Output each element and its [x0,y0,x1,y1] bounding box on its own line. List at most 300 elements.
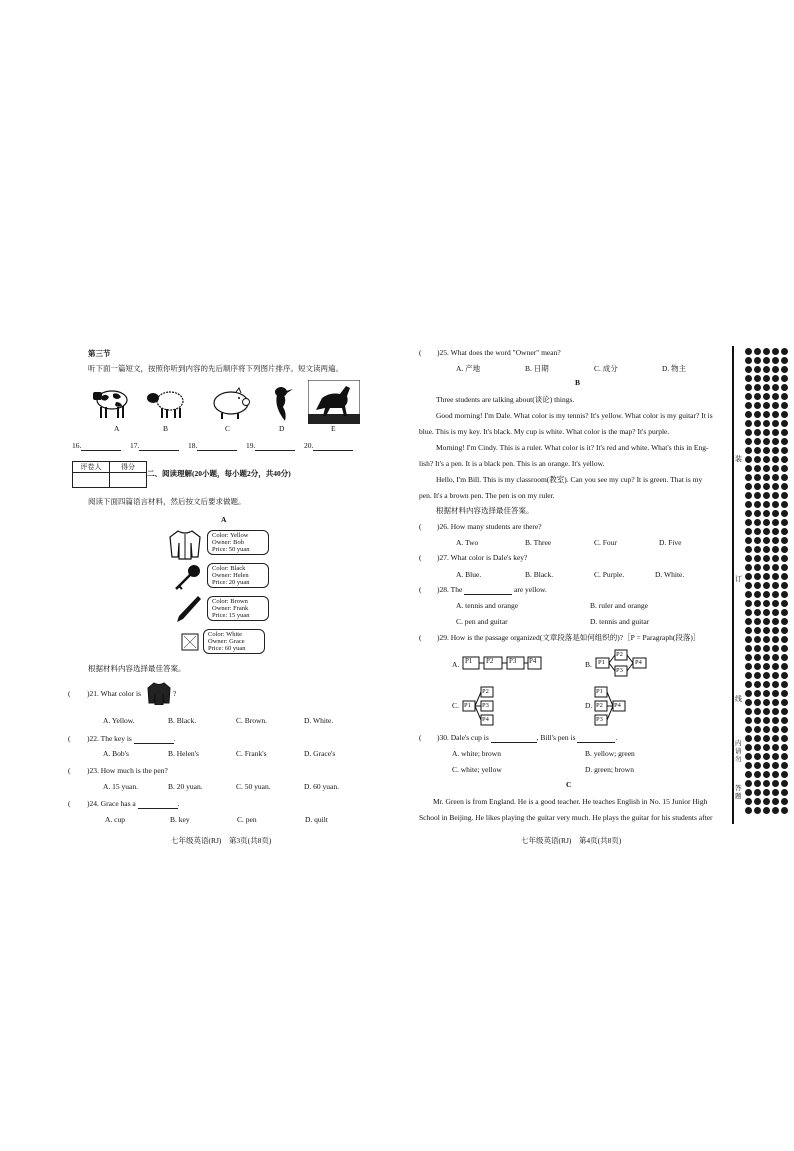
q26-option-a[interactable]: A. Two [456,538,479,547]
q21-text: )21. What color is [87,689,142,698]
q29-paren[interactable]: ( [419,633,422,642]
binding-dot [754,573,761,580]
q23-option-d[interactable]: D. 60 yuan. [304,782,339,791]
binding-dot [763,492,770,499]
diagram-c-p2: P2 [482,688,489,695]
binding-dot [781,375,788,382]
choose-instruction-right: 根据材料内容选择最佳答案。 [436,506,534,515]
binding-dot [781,582,788,589]
binding-dot [781,618,788,625]
picture-label-c: C [225,424,231,433]
binding-dot [772,762,779,769]
binding-dot [754,546,761,553]
binding-dot [745,672,752,679]
binding-dot [754,708,761,715]
q27-paren[interactable]: ( [419,553,422,562]
binding-dot [772,384,779,391]
binding-dot [745,744,752,751]
binding-dot [781,591,788,598]
binding-dot [754,492,761,499]
q29-option-b[interactable]: B. [585,660,592,669]
binding-dot [763,420,770,427]
footer-left: 七年级英语(RJ) 第3页(共8页) [171,836,272,845]
binding-dot [781,807,788,814]
footer-right: 七年级英语(RJ) 第4页(共8页) [521,836,622,845]
q24-option-d[interactable]: D. quilt [305,815,328,824]
binding-dot [781,465,788,472]
quilt-icon [180,630,202,654]
binding-dot [745,645,752,652]
passage-b-label: B [575,378,581,387]
picture-label-a: A [114,424,120,433]
binding-dot [781,492,788,499]
binding-dot [781,429,788,436]
diagram-c-p1: P1 [464,702,471,709]
q25-option-b[interactable]: B. 日期 [525,364,549,373]
binding-dot [745,348,752,355]
binding-dot [763,789,770,796]
binding-dot [781,528,788,535]
side-label: 内请勿 [735,740,742,763]
binding-dot [763,375,770,382]
binding-dot [745,492,752,499]
binding-dot [754,582,761,589]
q27-text: )27. What color is Dale's key? [437,553,528,562]
binding-dot [763,591,770,598]
binding-dot [754,780,761,787]
binding-dot [745,384,752,391]
q21-option-a[interactable]: A. Yellow. [103,716,135,725]
binding-dot [781,699,788,706]
q25-option-c[interactable]: C. 成分 [594,364,618,373]
tag-jacket: Color: Yellow Owner: Bob Price: 50 yuan [207,530,269,555]
binding-dot [781,645,788,652]
binding-dot [781,573,788,580]
binding-dot [781,762,788,769]
q24-option-a[interactable]: A. cup [105,815,125,824]
binding-dot [745,429,752,436]
binding-dot [772,645,779,652]
binding-dot [754,465,761,472]
tag-cup: Color: White Owner: Grace Price: 60 yuan [203,629,265,654]
diagram-a-p2: P2 [486,657,494,665]
binding-dot [763,654,770,661]
binding-dot [745,753,752,760]
binding-dot [763,753,770,760]
binding-dot [772,501,779,508]
key-icon [172,564,202,592]
passage-b-line: blue. This is my key. It's black. My cup is white. What color is the map? It's purple. [419,427,670,436]
binding-dot [772,375,779,382]
q24-option-b[interactable]: B. key [170,815,190,824]
binding-dot [745,663,752,670]
binding-dot [754,357,761,364]
q26-option-b[interactable]: B. Three [525,538,552,547]
binding-dot [772,636,779,643]
q28-paren[interactable]: ( [419,585,422,594]
binding-dot [781,447,788,454]
binding-dot [772,519,779,526]
binding-dot [772,429,779,436]
binding-dot [745,393,752,400]
passage-b-line: Hello, I'm Bill. This is my classroom(教室). Can you see my cup? It is green. That is my [436,475,703,484]
answer-17[interactable]: 17. [130,441,179,451]
q21-option-b[interactable]: B. Black. [168,716,197,725]
binding-dot [754,348,761,355]
q28-option-d[interactable]: D. tennis and guitar [590,617,650,626]
binding-dot [772,663,779,670]
binding-dot [772,456,779,463]
binding-dot [763,582,770,589]
passage-a-label: A [221,515,227,524]
q22-option-d[interactable]: D. Grace's [304,749,336,758]
q27-option-d[interactable]: D. White. [655,570,685,579]
binding-dot [754,699,761,706]
answer-18[interactable]: 18. [188,441,237,451]
q30-option-d[interactable]: D. green; brown [585,765,634,774]
q25-paren[interactable]: ( [419,348,422,357]
binding-dot [763,384,770,391]
binding-dot [745,411,752,418]
binding-dot [763,393,770,400]
binding-dot [772,735,779,742]
binding-dot [745,366,752,373]
binding-dot [763,519,770,526]
binding-dot [772,555,779,562]
q30-option-b[interactable]: B. yellow; green [585,749,635,758]
binding-dot [754,519,761,526]
listening-instruction: 听下面一篇短文，按照你听到内容的先后顺序将下列图片排序。短文读两遍。 [88,364,343,373]
q25-text: )25. What does the word "Owner" mean? [437,348,561,357]
binding-dot [754,420,761,427]
sheep-picture [145,386,191,422]
binding-dot [772,681,779,688]
binding-dot [772,528,779,535]
binding-dot [763,474,770,481]
binding-dot [754,393,761,400]
binding-dot [772,510,779,517]
binding-dot [754,429,761,436]
binding-dot [745,771,752,778]
binding-dot [781,663,788,670]
q21-paren[interactable]: ( [68,689,71,698]
binding-dot [781,474,788,481]
binding-dot [781,546,788,553]
q24-option-c[interactable]: C. pen [237,815,257,824]
cow-picture [88,384,134,424]
binding-dot [763,546,770,553]
binding-dot [745,636,752,643]
binding-dot [772,465,779,472]
picture-label-d: D [279,424,285,433]
q28-option-b[interactable]: B. ruler and orange [590,601,648,610]
binding-dot [745,627,752,634]
binding-dot [772,717,779,724]
binding-dot [754,501,761,508]
jacket-icon [146,681,172,705]
binding-dot [745,609,752,616]
choose-instruction-left: 根据材料内容选择最佳答案。 [88,664,186,673]
binding-dot [745,447,752,454]
binding-dot [754,672,761,679]
q29-option-c[interactable]: C. [452,701,459,710]
binding-dot [745,528,752,535]
binding-dot [754,771,761,778]
binding-dot [745,708,752,715]
binding-dot [772,690,779,697]
binding-dot [754,564,761,571]
binding-dot [772,591,779,598]
q23-paren[interactable]: ( [68,766,71,775]
binding-dot [745,762,752,769]
binding-dot [745,420,752,427]
diagram-b-p4: P4 [635,659,642,666]
binding-dot [781,519,788,526]
q28-option-a[interactable]: A. tennis and orange [456,601,519,610]
binding-dot [772,654,779,661]
q30-paren[interactable]: ( [419,733,422,742]
q22-text: )22. The key is . [87,734,176,743]
binding-dot [781,420,788,427]
binding-dot [772,789,779,796]
binding-dot [772,699,779,706]
binding-dot [754,510,761,517]
binding-dot [781,654,788,661]
q23-option-b[interactable]: B. 20 yuan. [168,782,203,791]
binding-dot [772,600,779,607]
binding-dot [772,420,779,427]
binding-dot [772,537,779,544]
binding-dot [772,411,779,418]
binding-dot [781,789,788,796]
binding-dot [781,411,788,418]
binding-dot [763,627,770,634]
binding-dot [763,357,770,364]
side-label: 线 [735,695,742,703]
binding-dot [781,735,788,742]
binding-dot [763,411,770,418]
binding-dot [754,483,761,490]
binding-dot [754,591,761,598]
binding-dot [754,789,761,796]
pictures-row [88,380,368,426]
binding-dot [754,447,761,454]
jacket-icon [168,528,202,560]
q30-option-a[interactable]: A. white; brown [452,749,501,758]
binding-dot [772,618,779,625]
answer-19[interactable]: 19. [246,441,295,451]
binding-dot [772,492,779,499]
binding-dot [772,573,779,580]
binding-dot [763,438,770,445]
binding-dot [763,744,770,751]
binding-dot [763,645,770,652]
binding-dot [763,600,770,607]
q25-option-a[interactable]: A. 产地 [456,364,481,373]
binding-dot [745,618,752,625]
binding-dot [763,564,770,571]
q21-option-d[interactable]: D. White. [304,716,334,725]
binding-dot [772,609,779,616]
q23-option-c[interactable]: C. 50 yuan. [236,782,271,791]
binding-dot [745,483,752,490]
q22-option-a[interactable]: A. Bob's [103,749,129,758]
binding-dot [745,465,752,472]
binding-dot [781,555,788,562]
binding-dot [745,510,752,517]
answer-16[interactable]: 16. [72,441,121,451]
diagram-c-p4: P4 [482,716,489,723]
binding-dot [754,402,761,409]
binding-dot [781,753,788,760]
diagram-c-p3: P3 [482,702,489,709]
binding-dot [763,699,770,706]
side-label: 答题 [735,785,742,800]
diagram-a-p3: P3 [509,657,517,665]
binding-dot [763,537,770,544]
binding-dot [763,402,770,409]
q29-text: )29. How is the passage organized(文章段落是如何组织的)?［P = Paragraph(段落)］ [437,633,701,642]
diagram-a-p1: P1 [465,657,473,665]
binding-dot [745,474,752,481]
binding-dot [763,456,770,463]
binding-dot [745,438,752,445]
passage-b-line: Three students are talking about(谈论) things. [436,395,575,404]
binding-dot [781,483,788,490]
passage-c-line: Mr. Green is from England. He is a good teacher. He teaches English in No. 15 Junior High [433,797,708,806]
binding-dot [754,717,761,724]
q21-qmark: ? [173,689,177,698]
binding-dot [772,771,779,778]
picture-label-b: B [163,424,169,433]
passage-b-line: lish? It's a pen. It is a black pen. This is an orange. It's yellow. [419,459,605,468]
binding-dot [763,762,770,769]
q27-option-b[interactable]: B. Black. [525,570,554,579]
binding-dot [763,672,770,679]
side-label: 订 [735,575,742,583]
q23-option-a[interactable]: A. 15 yuan. [103,782,138,791]
binding-dot [745,591,752,598]
binding-dot [754,807,761,814]
binding-dot [763,465,770,472]
answer-20[interactable]: 20. [304,441,353,451]
binding-dot [781,510,788,517]
q22-option-b[interactable]: B. Helen's [168,749,199,758]
binding-dot [745,564,752,571]
binding-dot [763,483,770,490]
binding-dot [754,753,761,760]
binding-dot [781,744,788,751]
q29-option-d[interactable]: D. [585,701,593,710]
binding-dot [781,798,788,805]
q22-paren[interactable]: ( [68,734,71,743]
q30-text: )30. Dale's cup is , Bill's pen is . [437,733,618,742]
binding-dot [754,798,761,805]
q22-option-c[interactable]: C. Frank's [236,749,267,758]
binding-dot [772,798,779,805]
q26-option-c[interactable]: C. Four [594,538,617,547]
binding-dot [754,609,761,616]
binding-dot [772,627,779,634]
binding-dot [754,681,761,688]
binding-dot [754,411,761,418]
binding-dot [754,384,761,391]
binding-dot [781,690,788,697]
binding-dot [781,348,788,355]
binding-dot [763,447,770,454]
binding-dot [781,564,788,571]
binding-dot [754,438,761,445]
binding-dot [754,456,761,463]
binding-dot [772,708,779,715]
binding-dot [745,600,752,607]
q30-option-c[interactable]: C. white; yellow [452,765,502,774]
diagram-d-p4: P4 [614,702,621,709]
binding-dot [745,375,752,382]
binding-dot [781,402,788,409]
binding-dot [745,519,752,526]
binding-dot [754,618,761,625]
q29-option-a[interactable]: A. [452,660,460,669]
binding-dot [763,798,770,805]
binding-dot [754,375,761,382]
binding-dot [745,735,752,742]
binding-dot [781,600,788,607]
diagram-a-p4: P4 [529,657,537,665]
pig-picture [206,386,254,422]
binding-dot [772,357,779,364]
binding-dot [754,735,761,742]
binding-dot [763,717,770,724]
diagram-d-p1: P1 [596,688,603,695]
passage-b-line: Good morning! I'm Dale. What color is my tennis? It's yellow. What color is my guitar? It is [436,411,713,420]
binding-dot [745,582,752,589]
binding-dot [745,780,752,787]
q27-option-c[interactable]: C. Purple. [594,570,625,579]
binding-dot [772,447,779,454]
binding-dot [781,627,788,634]
binding-dot [763,618,770,625]
tag-key: Color: Black Owner: Helen Price: 20 yuan [207,563,269,588]
binding-dot [745,456,752,463]
q25-option-d[interactable]: D. 物主 [662,364,687,373]
q27-option-a[interactable]: A. Blue. [456,570,482,579]
part2-instruction: 阅读下面四篇语言材料，然后按文后要求做题。 [88,497,246,506]
binding-dot [754,654,761,661]
binding-dot [781,672,788,679]
binding-dot [781,771,788,778]
binding-dot [772,438,779,445]
q21-option-c[interactable]: C. Brown. [236,716,268,725]
tag-pen: Color: Brown Owner: Frank Price: 15 yuan [207,596,269,621]
binding-dot [763,501,770,508]
binding-dot [772,744,779,751]
binding-dot [745,807,752,814]
binding-dot [772,672,779,679]
binding-dot [754,726,761,733]
q28-option-c[interactable]: C. pen and guitar [456,617,508,626]
q24-paren[interactable]: ( [68,799,71,808]
binding-dot [754,627,761,634]
binding-dot [763,429,770,436]
binding-dot [745,537,752,544]
binding-dot [745,717,752,724]
binding-dot [781,708,788,715]
binding-dot [745,681,752,688]
q26-paren[interactable]: ( [419,522,422,531]
binding-dot [763,771,770,778]
q26-option-d[interactable]: D. Five [659,538,682,547]
